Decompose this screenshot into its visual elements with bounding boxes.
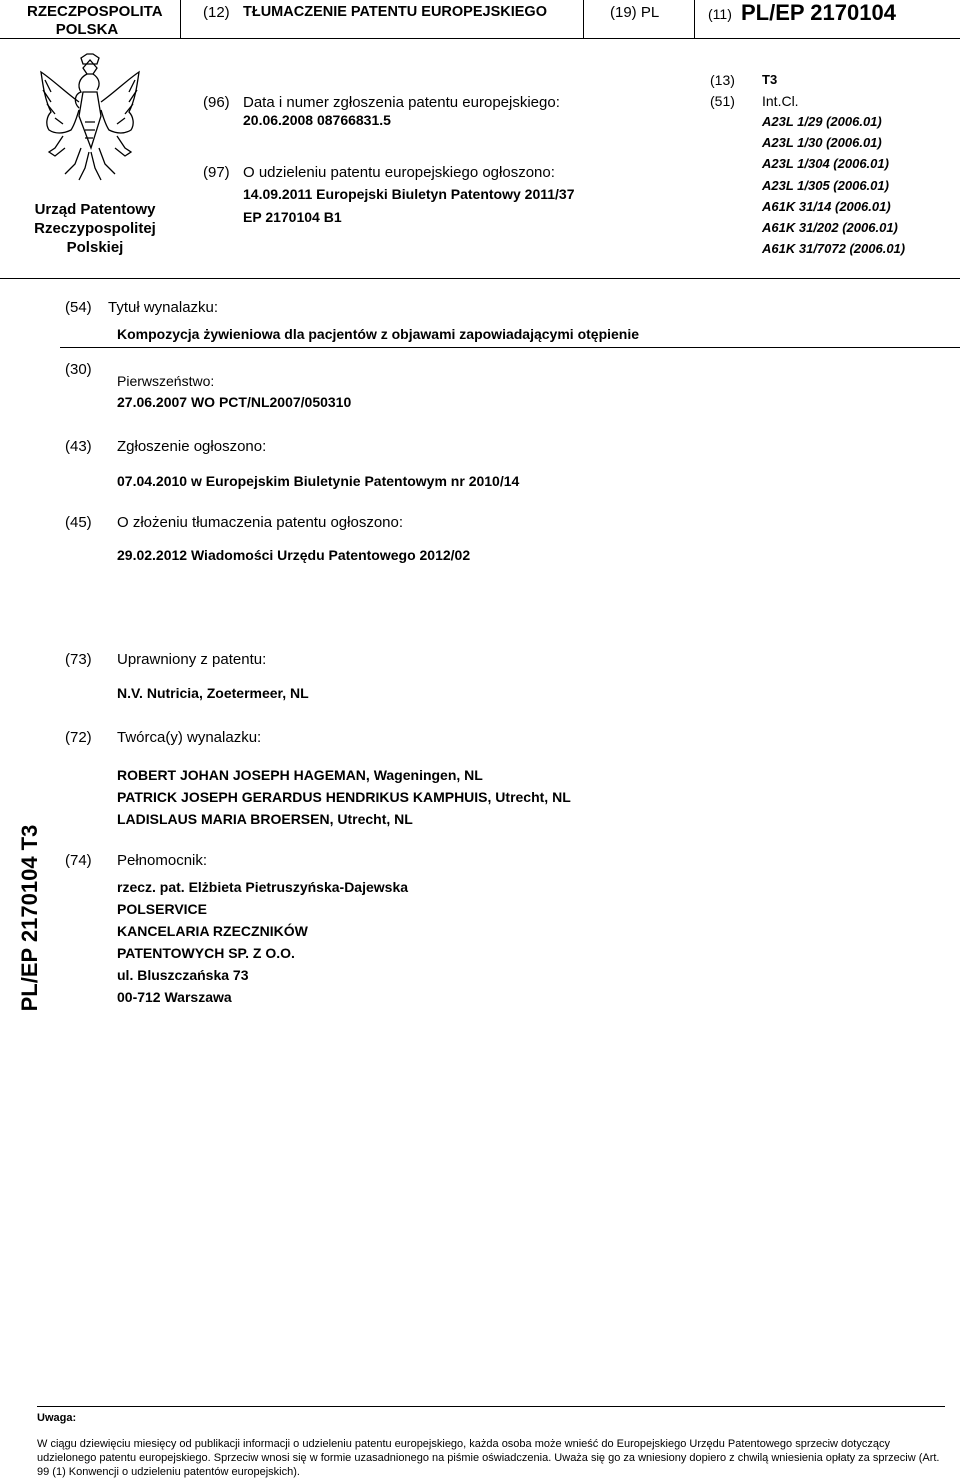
code-51: (51) [710, 93, 735, 109]
code-43: (43) [65, 438, 92, 455]
application-label: Zgłoszenie ogłoszono: [117, 438, 267, 455]
code-74: (74) [65, 852, 92, 869]
office-line-3: Polskiej [66, 239, 124, 256]
label-96: Data i numer zgłoszenia patentu europejskiego: [243, 94, 560, 111]
office-name [26, 200, 164, 257]
title-label: Tytuł wynalazku: [108, 299, 219, 316]
side-patent-number: PL/EP 2170104 T3 [17, 824, 42, 1012]
document-type: TŁUMACZENIE PATENTU EUROPEJSKIEGO [243, 4, 547, 20]
attorney-label: Pełnomocnik: [117, 852, 208, 869]
header-sep-1 [180, 0, 181, 38]
code-45: (45) [65, 514, 92, 531]
header-sep-3 [694, 0, 695, 38]
ipc-code: A23L 1/305 (2006.01) [762, 177, 889, 193]
attorney-line: ul. Bluszczańska 73 [117, 967, 249, 983]
value-96: 20.06.2008 08766831.5 [243, 112, 391, 128]
inventors-label: Twórca(y) wynalazku: [117, 729, 262, 746]
inventor-list [117, 764, 571, 830]
kind-code: T3 [762, 72, 778, 87]
ipc-code: A23L 1/29 (2006.01) [762, 114, 882, 129]
code-11: (11) [708, 6, 732, 22]
intcl-label: Int.Cl. [762, 93, 799, 109]
code-19: (19) PL [610, 4, 660, 21]
attorney-line: PATENTOWYCH SP. Z O.O. [117, 945, 295, 961]
ipc-code: A23L 1/30 (2006.01) [762, 135, 882, 151]
proprietor-value: N.V. Nutricia, Zoetermeer, NL [117, 685, 309, 701]
code-54: (54) [65, 299, 92, 316]
priority-label: Pierwszeństwo: [117, 373, 215, 389]
attorney-line: POLSERVICE [117, 901, 207, 917]
priority-value: 27.06.2007 WO PCT/NL2007/050310 [117, 394, 352, 410]
translation-value: 29.02.2012 Wiadomości Urzędu Patentowego 2012/02 [117, 547, 471, 563]
header-sep-2 [583, 0, 584, 38]
office-line-2: Rzeczypospolitej [34, 220, 156, 237]
value-97-b: EP 2170104 B1 [243, 209, 342, 225]
code-96: (96) [203, 94, 230, 111]
translation-label: O złożeniu tłumaczenia patentu ogłoszono: [117, 514, 404, 531]
attorney-details [117, 876, 408, 1008]
application-value: 07.04.2010 w Europejskim Biuletynie Patentowym nr 2010/14 [117, 473, 520, 489]
section-divider-top [0, 278, 960, 279]
code-12: (12) [203, 4, 230, 21]
footer-divider [37, 1406, 945, 1407]
inventor-name: LADISLAUS MARIA BROERSEN, Utrecht, NL [117, 811, 413, 827]
value-97: 14.09.2011 Europejski Biuletyn Patentowy 2011/37 [243, 186, 575, 202]
office-line-1: Urząd Patentowy [34, 201, 156, 218]
inventor-name: ROBERT JOHAN JOSEPH HAGEMAN, Wageningen, NL [117, 767, 483, 783]
header-divider [0, 38, 960, 39]
inventor-name: PATRICK JOSEPH GERARDUS HENDRIKUS KAMPHUIS, Utrecht, NL [117, 789, 571, 805]
ipc-list [762, 111, 905, 259]
ipc-code: A61K 31/14 (2006.01) [762, 198, 891, 214]
code-13: (13) [710, 72, 735, 88]
title-divider [60, 347, 960, 348]
polish-eagle-emblem [35, 52, 145, 192]
attorney-line: rzecz. pat. Elżbieta Pietruszyńska-Dajewska [117, 879, 409, 895]
note-heading: Uwaga: [37, 1412, 77, 1424]
note-text: W ciągu dziewięciu miesięcy od publikacji informacji o udzieleniu patentu europejskiego, każda osoba może wnieść do Europejskiego Urzędu Patentowego sprzeciw dotyczący udzielonego patentu europejskiego. Sprzeciw wnosi się w formie uzasadnionego na piśmie oświadczenia. Uważa się go za wniesiony dopiero z chwilą wniesienia opłaty za sprzeciw (Art. 99 (1) Konwencji o udzieleniu patentów europejskich). [37, 1438, 940, 1478]
ipc-code: A61K 31/7072 (2006.01) [762, 241, 906, 257]
attorney-line: KANCELARIA RZECZNIKÓW [117, 923, 308, 939]
attorney-line: 00-712 Warszawa [117, 989, 232, 1005]
invention-title: Kompozycja żywieniowa dla pacjentów z objawami zapowiadającymi otępienie [117, 326, 640, 342]
code-72: (72) [65, 729, 92, 746]
label-97: O udzieleniu patentu europejskiego ogłoszono: [243, 164, 555, 181]
code-30: (30) [65, 361, 92, 378]
code-97: (97) [203, 164, 230, 181]
patent-number: PL/EP 2170104 [741, 0, 896, 25]
ipc-code: A23L 1/304 (2006.01) [762, 156, 889, 172]
code-73: (73) [65, 651, 92, 668]
country-name: RZECZPOSPOLITA POLSKA [27, 3, 163, 38]
proprietor-label: Uprawniony z patentu: [117, 651, 267, 668]
ipc-code: A61K 31/202 (2006.01) [762, 220, 898, 236]
